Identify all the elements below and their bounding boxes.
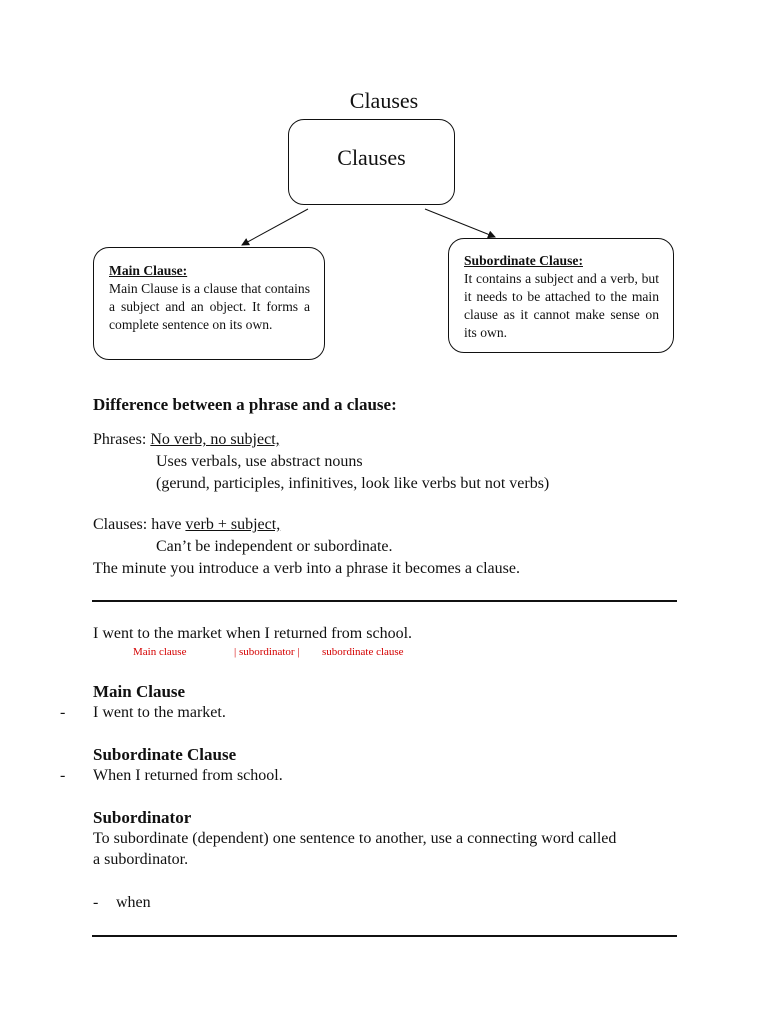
- phrases-line-2: Uses verbals, use abstract nouns: [156, 453, 363, 470]
- main-clause-box-heading: Main Clause:: [109, 263, 188, 278]
- clauses-definition: verb + subject,: [185, 516, 281, 533]
- main-clause-dash: -: [60, 704, 66, 721]
- subordinator-heading: Subordinator: [93, 808, 192, 827]
- label-main-clause: Main clause: [133, 646, 187, 658]
- main-clause-heading: Main Clause: [93, 682, 186, 701]
- clauses-line-3: The minute you introduce a verb into a phrase it becomes a clause.: [93, 560, 520, 577]
- phrases-line: [93, 431, 280, 449]
- subordinate-clause-box-text: It contains a subject and a verb, but it needs to be attached to the main clause as it cannot make sense on its own.: [464, 271, 659, 340]
- arrow-to-subordinate-clause: [425, 209, 495, 237]
- label-subordinator: | subordinator |: [234, 646, 300, 658]
- subordinate-clause-box-heading: Subordinate Clause:: [464, 253, 583, 268]
- arrow-to-main-clause: [242, 209, 308, 245]
- main-clause-box: [93, 247, 325, 360]
- clauses-label: Clauses: have: [93, 516, 186, 533]
- example-sentence: I went to the market when I returned from school.: [93, 625, 413, 642]
- diagram-root-box: [288, 119, 455, 205]
- divider-2: [92, 935, 677, 937]
- diagram-root-label: Clauses: [337, 145, 406, 170]
- subordinate-clause-example: When I returned from school.: [93, 767, 283, 784]
- subordinator-text-line-2: a subordinator.: [93, 851, 189, 868]
- clauses-line-2: Can’t be independent or subordinate.: [156, 538, 393, 555]
- subordinate-clause-dash: -: [60, 767, 66, 784]
- phrases-label: Phrases:: [93, 431, 151, 448]
- divider-1: [92, 600, 677, 602]
- phrases-definition: No verb, no subject,: [150, 431, 280, 448]
- subordinator-text-line-1: To subordinate (dependent) one sentence to another, use a connecting word called: [93, 830, 617, 847]
- subordinate-clause-box: [448, 238, 674, 353]
- main-clause-box-text: Main Clause is a clause that contains a subject and an object. It forms a complete sentence on its own.: [109, 281, 310, 332]
- difference-heading: Difference between a phrase and a clause:: [93, 395, 397, 414]
- clauses-line: [93, 516, 280, 534]
- subordinator-dash: -: [93, 894, 99, 911]
- subordinator-example: when: [116, 894, 151, 911]
- subordinate-clause-heading: Subordinate Clause: [93, 745, 237, 764]
- label-subordinate-clause: subordinate clause: [322, 646, 404, 658]
- page-title: Clauses: [349, 88, 419, 113]
- main-clause-example: I went to the market.: [93, 704, 226, 721]
- phrases-line-3: (gerund, participles, infinitives, look like verbs but not verbs): [156, 475, 550, 492]
